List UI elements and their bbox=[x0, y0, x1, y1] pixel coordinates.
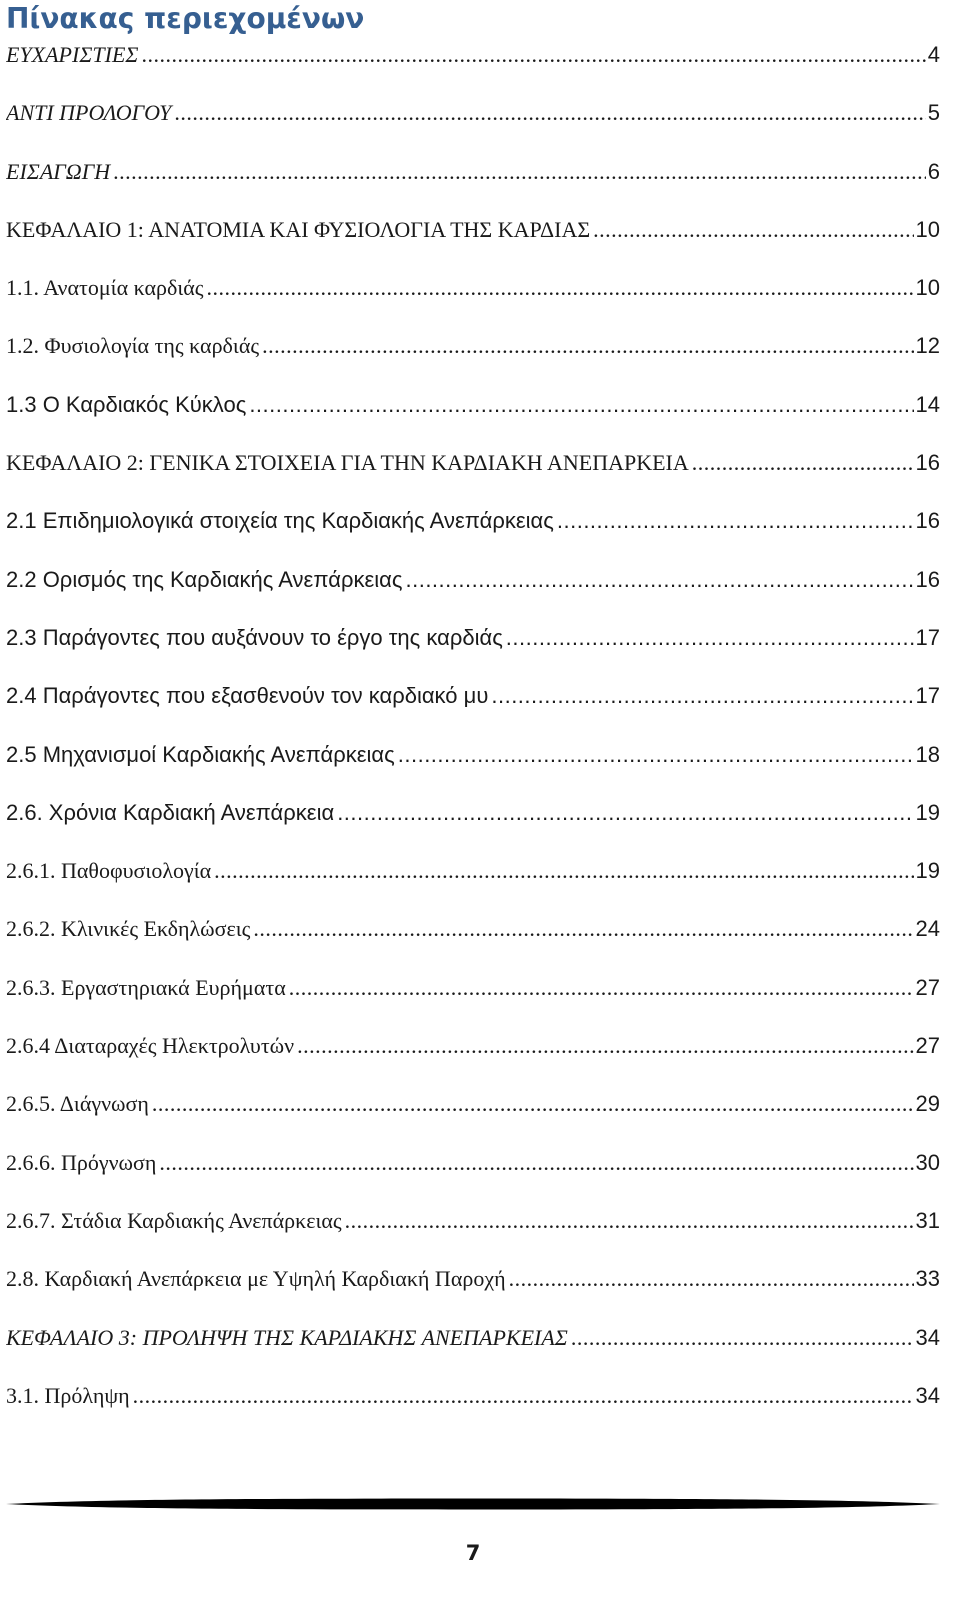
toc-entry-page-number: 6 bbox=[927, 158, 940, 184]
toc-entry-page-number: 29 bbox=[915, 1091, 940, 1117]
dot-leader bbox=[398, 735, 914, 775]
toc-entry-page-number: 33 bbox=[915, 1266, 940, 1292]
toc-entry[interactable] bbox=[6, 385, 940, 443]
toc-entry-title: 2.6.4 Διαταραχές Ηλεκτρολυτών bbox=[6, 1033, 295, 1059]
toc-entry-page-number: 18 bbox=[915, 741, 940, 767]
dot-leader bbox=[509, 1259, 914, 1299]
toc-entry[interactable] bbox=[6, 210, 940, 268]
toc-entry-title: ΚΕΦΑΛΑΙΟ 3: ΠΡΟΛΗΨΗ ΤΗΣ ΚΑΡΔΙΑΚΗΣ ΑΝΕΠΑΡΚΕΙΑΣ bbox=[6, 1324, 568, 1350]
toc-entry-page-number: 14 bbox=[915, 391, 940, 417]
toc-entry-title: 1.1. Ανατομία καρδιάς bbox=[6, 275, 204, 301]
toc-entry-title: ΚΕΦΑΛΑΙΟ 1: ΑΝΑΤΟΜΙΑ ΚΑΙ ΦΥΣΙΟΛΟΓΙΑ ΤΗΣ ΚΑΡΔΙΑΣ bbox=[6, 216, 591, 242]
toc-entry[interactable] bbox=[6, 35, 940, 93]
toc-entry-title: 2.4 Παράγοντες που εξασθενούν τον καρδιακό μυ bbox=[6, 683, 489, 709]
toc-entry-title: 1.2. Φυσιολογία της καρδιάς bbox=[6, 333, 260, 359]
toc-entry[interactable] bbox=[6, 1318, 940, 1376]
toc-entry[interactable] bbox=[6, 909, 940, 967]
toc-entry-title: 2.6.6. Πρόγνωση bbox=[6, 1149, 157, 1175]
toc-entry-page-number: 19 bbox=[915, 858, 940, 884]
dot-leader bbox=[113, 152, 926, 192]
footer-page-number: 7 bbox=[465, 1541, 481, 1565]
toc-entry-page-number: 27 bbox=[915, 1033, 940, 1059]
toc-title: Πίνακας περιεχομένων bbox=[6, 2, 365, 35]
toc-entry-page-number: 19 bbox=[915, 799, 940, 825]
toc-entry[interactable] bbox=[6, 851, 940, 909]
dot-leader bbox=[593, 210, 913, 250]
dot-leader bbox=[152, 1084, 914, 1124]
toc-entry-title: 2.6.1. Παθοφυσιολογία bbox=[6, 858, 212, 884]
dot-leader bbox=[133, 1376, 914, 1416]
toc-entry-title: 2.6. Χρόνια Καρδιακή Ανεπάρκεια bbox=[6, 799, 335, 825]
toc-entry[interactable] bbox=[6, 676, 940, 734]
toc-entry[interactable] bbox=[6, 501, 940, 559]
toc-entry-page-number: 31 bbox=[915, 1207, 940, 1233]
toc-entry-page-number: 4 bbox=[927, 42, 940, 67]
toc-entry-title: 2.3 Παράγοντες που αυξάνουν το έργο της καρδιάς bbox=[6, 624, 503, 650]
toc-entry[interactable] bbox=[6, 1376, 940, 1434]
dot-leader bbox=[174, 93, 925, 133]
dot-leader bbox=[289, 968, 914, 1008]
toc-entry[interactable] bbox=[6, 735, 940, 793]
toc-entry[interactable] bbox=[6, 1259, 940, 1317]
footer-rule bbox=[6, 1498, 940, 1510]
toc-entry[interactable] bbox=[6, 268, 940, 326]
toc-entry[interactable] bbox=[6, 968, 940, 1026]
dot-leader bbox=[405, 560, 913, 600]
toc-entry-title: 2.6.3. Εργαστηριακά Ευρήματα bbox=[6, 974, 286, 1000]
toc-entry[interactable] bbox=[6, 93, 940, 151]
toc-entry-page-number: 30 bbox=[915, 1149, 940, 1175]
dot-leader bbox=[345, 1201, 914, 1241]
toc-entry-title: ΕΙΣΑΓΩΓΗ bbox=[6, 158, 111, 184]
toc-entry[interactable] bbox=[6, 618, 940, 676]
toc-entry-page-number: 17 bbox=[915, 683, 940, 709]
dot-leader bbox=[141, 35, 925, 75]
toc-entry-page-number: 24 bbox=[915, 916, 940, 942]
dot-leader bbox=[262, 326, 913, 366]
toc-entry[interactable] bbox=[6, 1026, 940, 1084]
toc-entry[interactable] bbox=[6, 443, 940, 501]
dot-leader bbox=[692, 443, 914, 483]
toc-entry[interactable] bbox=[6, 793, 940, 851]
toc-entry[interactable] bbox=[6, 326, 940, 384]
toc-entry-page-number: 16 bbox=[915, 508, 940, 534]
toc-entry-page-number: 34 bbox=[915, 1382, 940, 1408]
dot-leader bbox=[337, 793, 913, 833]
toc-entry-title: 2.2 Ορισμός της Καρδιακής Ανεπάρκειας bbox=[6, 566, 403, 592]
toc-entry-title: ΑΝΤΙ ΠΡΟΛΟΓΟΥ bbox=[6, 100, 172, 126]
dot-leader bbox=[214, 851, 913, 891]
toc-entry-page-number: 16 bbox=[915, 450, 940, 476]
toc-entry-title: 2.8. Καρδιακή Ανεπάρκεια με Υψηλή Καρδιακή Παροχή bbox=[6, 1266, 506, 1292]
toc-entry-title: 2.6.7. Στάδια Καρδιακής Ανεπάρκειας bbox=[6, 1207, 342, 1233]
dot-leader bbox=[207, 268, 914, 308]
toc-entry[interactable] bbox=[6, 1143, 940, 1201]
toc-entry-title: 3.1. Πρόληψη bbox=[6, 1382, 130, 1408]
dot-leader bbox=[159, 1143, 913, 1183]
toc-entry-page-number: 5 bbox=[927, 100, 940, 126]
toc-entry-page-number: 12 bbox=[915, 333, 940, 359]
toc-entry[interactable] bbox=[6, 152, 940, 210]
toc-entry-title: 2.5 Μηχανισμοί Καρδιακής Ανεπάρκειας bbox=[6, 741, 395, 767]
dot-leader bbox=[571, 1318, 914, 1358]
toc-entry-title: 2.6.2. Κλινικές Εκδηλώσεις bbox=[6, 916, 251, 942]
toc-entry-title: 2.6.5. Διάγνωση bbox=[6, 1091, 149, 1117]
toc-entry-page-number: 10 bbox=[915, 275, 940, 301]
toc-entry-title: ΕΥΧΑΡΙΣΤΙΕΣ bbox=[6, 42, 139, 67]
dot-leader bbox=[249, 385, 913, 425]
toc-entry-page-number: 10 bbox=[915, 216, 940, 242]
toc-entry-title: 1.3 Ο Καρδιακός Κύκλος bbox=[6, 391, 247, 417]
dot-leader bbox=[297, 1026, 913, 1066]
toc-entry[interactable] bbox=[6, 1201, 940, 1259]
toc-entry-page-number: 17 bbox=[915, 624, 940, 650]
dot-leader bbox=[491, 676, 913, 716]
toc-entry-page-number: 27 bbox=[915, 974, 940, 1000]
toc-list bbox=[6, 35, 940, 1434]
toc-entry[interactable] bbox=[6, 1084, 940, 1142]
toc-entry-title: 2.1 Επιδημιολογικά στοιχεία της Καρδιακής Ανεπάρκειας bbox=[6, 508, 554, 534]
dot-leader bbox=[506, 618, 914, 658]
toc-entry[interactable] bbox=[6, 560, 940, 618]
dot-leader bbox=[253, 909, 913, 949]
toc-entry-title: ΚΕΦΑΛΑΙΟ 2: ΓΕΝΙΚΑ ΣΤΟΙΧΕΙΑ ΓΙΑ ΤΗΝ ΚΑΡΔΙΑΚΗ ΑΝΕΠΑΡΚΕΙΑ bbox=[6, 450, 689, 476]
toc-entry-page-number: 34 bbox=[915, 1324, 940, 1350]
dot-leader bbox=[557, 501, 914, 541]
toc-entry-page-number: 16 bbox=[915, 566, 940, 592]
